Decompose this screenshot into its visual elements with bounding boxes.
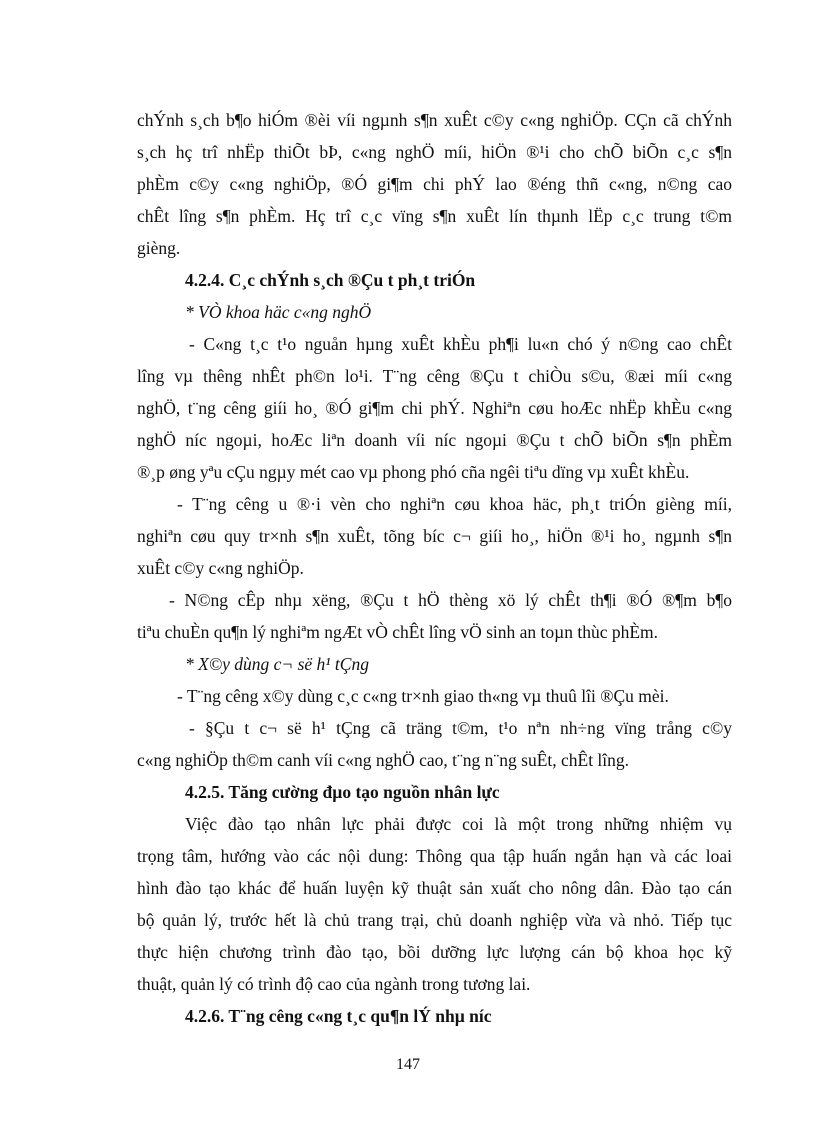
text-line: thực hiện chương trình đào tạo, bồi dưỡng lực lượng cán bộ khoa học kỹ	[137, 942, 732, 962]
text-line: nghÖ, t¨ng cêng giíi ho¸ ®Ó gi¶m chi phÝ. Nghiªn cøu hoÆc nhËp khÈu c«ng	[137, 398, 732, 418]
text-line: c«ng nghiÖp th©m canh víi c«ng nghÖ cao, t¨ng n¨ng suÊt, chÊt lîng.	[137, 750, 630, 770]
text-line: Việc đào tạo nhân lực phải được coi là một trong những nhiệm vụ	[185, 814, 732, 834]
text-line: hình đào tạo khác để huấn luyện kỹ thuật sản xuất cho nông dân. Đào tạo cán	[137, 878, 732, 898]
section-heading-4-2-6: 4.2.6. T¨ng cêng c«ng t¸c qu¶n lÝ nhµ níc	[185, 1006, 492, 1026]
text-line: bộ quản lý, trước hết là chủ trang trại, chủ doanh nghiệp vừa và nhỏ. Tiếp tục	[137, 910, 732, 930]
text-line: - §Çu t c¬ së h¹ tÇng cã träng t©m, t¹o nªn nh÷ng vïng trång c©y	[189, 718, 732, 738]
text-line: chÝnh s¸ch b¶o hiÓm ®èi víi ngµnh s¶n xuÊt c©y c«ng nghiÖp. CÇn cã chÝnh	[137, 110, 732, 130]
section-heading-4-2-4: 4.2.4. C¸c chÝnh s¸ch ®Çu t ph¸t triÓn	[185, 270, 476, 290]
text-line: phÈm c©y c«ng nghiÖp, ®Ó gi¶m chi phÝ lao ®éng thñ c«ng, n©ng cao	[137, 174, 732, 194]
text-line: chÊt lîng s¶n phÈm. Hç trî c¸c vïng s¶n xuÊt lín thµnh lËp c¸c trung t©m	[137, 206, 732, 226]
text-line: xuÊt c©y c«ng nghiÖp.	[137, 558, 304, 578]
text-line: - N©ng cÊp nhµ xëng, ®Çu t hÖ thèng xö lý chÊt th¶i ®Ó ®¶m b¶o	[169, 590, 732, 610]
text-line: gièng.	[137, 238, 181, 258]
body-text	[137, 104, 732, 1032]
text-line: - T¨ng cêng x©y dùng c¸c c«ng tr×nh giao th«ng vµ thuû lîi ®Çu mèi.	[177, 686, 669, 706]
text-line: trọng tâm, hướng vào các nội dung: Thông qua tập huấn ngắn hạn và các loai	[137, 846, 732, 866]
text-line: nghiªn cøu quy tr×nh s¶n xuÊt, tõng bíc c¬ giíi ho¸, hiÖn ®¹i ho¸ ngµnh s¶n	[137, 526, 732, 546]
text-line: tiªu chuÈn qu¶n lý nghiªm ngÆt vÒ chÊt lîng vÖ sinh an toµn thùc phÈm.	[137, 622, 659, 642]
text-line: thuật, quản lý có trình độ cao của ngành trong tương lai.	[137, 974, 531, 994]
page-number: 147	[396, 1056, 420, 1073]
subheading-infrastructure: * X©y dùng c¬ së h¹ tÇng	[185, 654, 369, 674]
text-line: ®¸p øng yªu cÇu ngµy mét cao vµ phong phó cña ngêi tiªu dïng vµ xuÊt khÈu.	[137, 462, 690, 482]
text-line: nghÖ níc ngoµi, hoÆc liªn doanh víi níc ngoµi ®Çu t chÕ biÕn s¶n phÈm	[137, 430, 732, 450]
text-line: - T¨ng cêng u ®·i vèn cho nghiªn cøu khoa häc, ph¸t triÓn gièng míi,	[177, 494, 732, 514]
text-line: lîng vµ thêng nhÊt ph©n lo¹i. T¨ng cêng ®Çu t chiÒu s©u, ®æi míi c«ng	[137, 366, 732, 386]
section-heading-4-2-5: 4.2.5. Tăng cường đµo tạo nguồn nhân lực	[185, 782, 500, 802]
text-line: s¸ch hç trî nhËp thiÕt bÞ, c«ng nghÖ míi, hiÖn ®¹i cho chÕ biÕn c¸c s¶n	[137, 142, 732, 162]
subheading-science-technology: * VÒ khoa häc c«ng nghÖ	[185, 302, 372, 322]
text-line: - C«ng t¸c t¹o nguån hµng xuÊt khÈu ph¶i lu«n chó ý n©ng cao chÊt	[189, 334, 732, 354]
